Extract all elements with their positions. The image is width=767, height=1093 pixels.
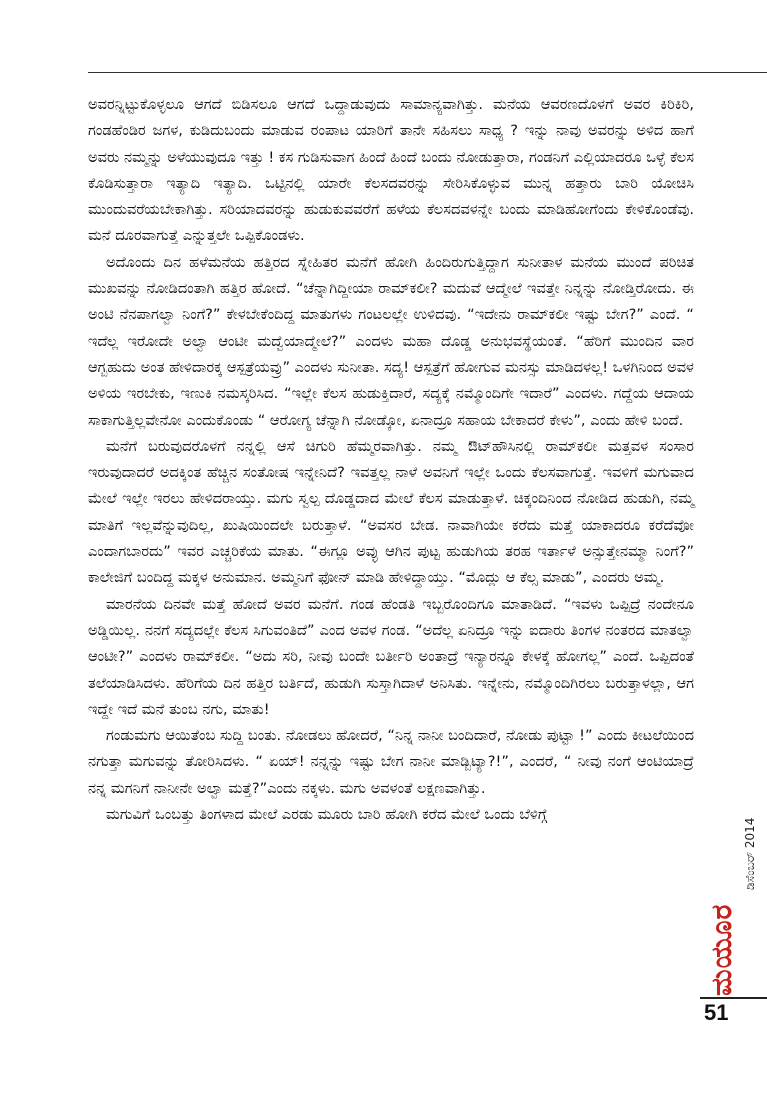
article-body <box>88 92 694 828</box>
issue-date: ಡಿಸೆಂಬರ್ 2014 <box>743 817 757 890</box>
paragraph: ಮಾರನೆಯ ದಿನವೇ ಮತ್ತೆ ಹೋದೆ ಅವರ ಮನೆಗೆ. ಗಂಡ ಹೆಂಡತಿ ಇಬ್ಬರೊಂದಿಗೂ ಮಾತಾಡಿದೆ. “ಇವಳು ಒಪ್ಪಿದ್ರೆ ನಂದೇನೂ ಅಡ್ಡಿಯಿಲ್ಲ. ನನಗೆ ಸದ್ಯದಲ್ಲೇ ಕೆಲಸ ಸಿಗುವಂತಿದೆ” ಎಂದ ಅವಳ ಗಂಡ. “ಅದೆಲ್ಲ ಏನಿದ್ರೂ ಇನ್ನು ಐದಾರು ತಿಂಗಳ ನಂತರದ ಮಾತಲ್ವಾ ಆಂಟೀ?” ಎಂದಳು ರಾಮ್‌ಕಲೀ. “ಅದು ಸರಿ, ನೀವು ಬಂದೇ ಬರ್ತೀರಿ ಅಂತಾದ್ರೆ ಇನ್ಯಾರನ್ನೂ ಕೇಳಕ್ಕೆ ಹೋಗಲ್ಲ” ಎಂದೆ. ಒಪ್ಪಿದಂತೆ ತಲೆಯಾಡಿಸಿದಳು. ಹೆರಿಗೆಯ ದಿನ ಹತ್ತಿರ ಬರ್ತಿದೆ, ಹುಡುಗಿ ಸುಸ್ತಾಗಿದಾಳೆ ಅನಿಸಿತು. ಇನ್ನೇನು, ನಮ್ಮೊಂದಿಗಿರಲು ಬರುತ್ತಾಳಲ್ಲಾ, ಆಗ ಇದ್ದೇ ಇದೆ ಮನೆ ತುಂಬ ನಗು, ಮಾತು! <box>88 595 694 718</box>
paragraph: ಅವರನ್ನಿಟ್ಟುಕೊಳ್ಳಲೂ ಆಗದೆ ಬಿಡಿಸಲೂ ಆಗದೆ ಒದ್ದಾಡುವುದು ಸಾಮಾನ್ಯವಾಗಿತ್ತು. ಮನೆಯ ಆವರಣದೊಳಗೆ ಅವರ ಕಿರಿಕಿರಿ, ಗಂಡಹೆಂಡಿರ ಜಗಳ, ಕುಡಿದುಬಂದು ಮಾಡುವ ರಂಪಾಟ ಯಾರಿಗೆ ತಾನೇ ಸಹಿಸಲು ಸಾಧ್ಯ ? ಇನ್ನು ನಾವು ಅವರನ್ನು ಅಳಿದ ಹಾಗೆ ಅವರು ನಮ್ಮನ್ನು ಅಳೆಯುವುದೂ ಇತ್ತು ! ಕಸ ಗುಡಿಸುವಾಗ ಹಿಂದೆ ಹಿಂದೆ ಬಂದು ನೋಡುತ್ತಾರಾ, ಗಂಡನಿಗೆ ಎಲ್ಲಿಯಾದರೂ ಒಳ್ಳೆ ಕೆಲಸ ಕೊಡಿಸುತ್ತಾರಾ ಇತ್ಯಾದಿ ಇತ್ಯಾದಿ. ಒಟ್ಟಿನಲ್ಲಿ ಯಾರೇ ಕೆಲಸದವರನ್ನು ಸೇರಿಸಿಕೊಳ್ಳುವ ಮುನ್ನ ಹತ್ತಾರು ಬಾರಿ ಯೋಚಿಸಿ ಮುಂದುವರೆಯಬೇಕಾಗಿತ್ತು. ಸರಿಯಾದವರನ್ನು ಹುಡುಕುವವರೆಗೆ ಹಳೆಯ ಕೆಲಸದವಳನ್ನೇ ಬಂದು ಮಾಡಿಹೋಗೆಂದು ಕೇಳಿಕೊಂಡೆವು. ಮನೆ ದೂರವಾಗುತ್ತೆ ಎನ್ನುತ್ತಲೇ ಒಪ್ಪಿಕೊಂಡಳು. <box>88 96 694 245</box>
page-number-rule <box>700 997 767 999</box>
paragraph: ಮಗುವಿಗೆ ಒಂಬತ್ತು ತಿಂಗಳಾದ ಮೇಲೆ ಎರಡು ಮೂರು ಬಾರಿ ಹೋಗಿ ಕರೆದ ಮೇಲೆ ಒಂದು ಬೆಳಿಗ್ಗೆ <box>106 806 548 824</box>
page-number: 51 <box>704 1000 729 1025</box>
magazine-logo: ಮಯೂರ <box>705 903 738 997</box>
header-rule <box>88 72 767 73</box>
paragraph: ಮನೆಗೆ ಬರುವುದರೊಳಗೆ ನನ್ನಲ್ಲಿ ಆಸೆ ಚಿಗುರಿ ಹೆಮ್ಮರವಾಗಿತ್ತು. ನಮ್ಮ ಔಟ್‌ಹೌಸಿನಲ್ಲಿ ರಾಮ್‌ಕಲೀ ಮತ್ತವಳ ಸಂಸಾರ ಇರುವುದಾದರೆ ಅದಕ್ಕಿಂತ ಹೆಚ್ಚಿನ ಸಂತೋಷ ಇನ್ನೇನಿದೆ? ಇವತ್ತಲ್ಲ ನಾಳೆ ಅವನಿಗೆ ಇಲ್ಲೇ ಒಂದು ಕೆಲಸವಾಗುತ್ತೆ. ಇವಳಿಗೆ ಮಗುವಾದ ಮೇಲೆ ಇಲ್ಲೇ ಇರಲು ಹೇಳಿದರಾಯ್ತು. ಮಗು ಸ್ವಲ್ಪ ದೊಡ್ಡದಾದ ಮೇಲೆ ಕೆಲಸ ಮಾಡುತ್ತಾಳೆ. ಚಿಕ್ಕಂದಿನಿಂದ ನೋಡಿದ ಹುಡುಗಿ, ನಮ್ಮ ಮಾತಿಗೆ ಇಲ್ಲವೆನ್ನುವುದಿಲ್ಲ, ಖುಷಿಯಿಂದಲೇ ಬರುತ್ತಾಳೆ. “ಅವಸರ ಬೇಡ. ನಾವಾಗಿಯೇ ಕರೆದು ಮತ್ತೆ ಯಾಕಾದರೂ ಕರೆದೆವೋ ಎಂದಾಗಬಾರದು” ಇವರ ಎಚ್ಚರಿಕೆಯ ಮಾತು. “ಈಗ್ಲೂ ಅವ್ಳು ಆಗಿನ ಪುಟ್ಟ ಹುಡುಗಿಯ ತರಹ ಇರ್ತಾಳೆ ಅನ್ಸುತ್ತೇನಮ್ಮಾ ನಿಂಗೆ?” ಕಾಲೇಜಿಗೆ ಬಂದಿದ್ದ ಮಕ್ಕಳ ಅನುಮಾನ. ಅಮ್ಮನಿಗೆ ಫೋನ್ ಮಾಡಿ ಹೇಳಿದ್ದಾಯ್ತು. “ಮೊದ್ಲು ಆ ಕೆಲ್ಸ ಮಾಡು”, ಎಂದರು ಅಮ್ಮ. <box>88 437 694 587</box>
paragraph: ಗಂಡುಮಗು ಆಯಿತೆಂಬ ಸುದ್ದಿ ಬಂತು. ನೋಡಲು ಹೋದರೆ, “ನಿನ್ನ ನಾನೀ ಬಂದಿದಾರೆ, ನೋಡು ಪುಟ್ಟಾ !” ಎಂದು ಕೀಟಲೆಯಿಂದ ನಗುತ್ತಾ ಮಗುವನ್ನು ತೋರಿಸಿದಳು. “ ಏಯ್! ನನ್ನನ್ನು ಇಷ್ಟು ಬೇಗ ನಾನೀ ಮಾಡ್ಬಿಟ್ಯಾ?!”, ಎಂದರೆ, “ ನೀವು ನಂಗೆ ಆಂಟಿಯಾದ್ರೆ ನನ್ನ ಮಗನಿಗೆ ನಾನೀನೇ ಅಲ್ವಾ ಮತ್ತೆ?”ಎಂದು ನಕ್ಕಳು. ಮಗು ಅವಳಂತೆ ಲಕ್ಷಣವಾಗಿತ್ತು. <box>88 727 694 797</box>
paragraph: ಅದೊಂದು ದಿನ ಹಳೆಮನೆಯ ಹತ್ತಿರದ ಸ್ನೇಹಿತರ ಮನೆಗೆ ಹೋಗಿ ಹಿಂದಿರುಗುತ್ತಿದ್ದಾಗ ಸುನೀತಾಳ ಮನೆಯ ಮುಂದೆ ಪರಿಚಿತ ಮುಖವನ್ನು ನೋಡಿದಂತಾಗಿ ಹತ್ತಿರ ಹೋದೆ. “ಚೆನ್ನಾಗಿದ್ದೀಯಾ ರಾಮ್‌ಕಲೀ? ಮದುವೆ ಆದ್ಮೇಲೆ ಇವತ್ತೇ ನಿನ್ನನ್ನು ನೋಡ್ತಿರೋದು. ಈ ಅಂಟಿ ನೆನಪಾಗಲ್ವಾ ನಿಂಗೆ?” ಕೇಳಬೇಕೆಂದಿದ್ದ ಮಾತುಗಳು ಗಂಟಲಲ್ಲೇ ಉಳಿದವು. “ಇದೇನು ರಾಮ್‌ಕಲೀ ಇಷ್ಟು ಬೇಗ?” ಎಂದೆ. “ ಇದೆಲ್ಲ ಇರೋದೇ ಅಲ್ವಾ ಆಂಟೀ ಮದ್ವೆಯಾದ್ಮೇಲೆ?” ಎಂದಳು ಮಹಾ ದೊಡ್ಡ ಅನುಭವಸ್ಥೆಯಂತೆ. “ಹೆರಿಗೆ ಮುಂದಿನ ವಾರ ಆಗ್ಬಹುದು ಅಂತ ಹೇಳಿದಾರಕ್ಕ ಆಸ್ಪತ್ರೆಯವ್ರು” ಎಂದಳು ಸುನೀತಾ. ಸದ್ಯ! ಆಸ್ಪತ್ರೆಗೆ ಹೋಗುವ ಮನಸ್ಸು ಮಾಡಿದಳಲ್ಲ! ಒಳಗಿನಿಂದ ಅವಳ ಅಳಿಯ ಇರಬೇಕು, ಇಣುಕಿ ನಮಸ್ಕರಿಸಿದ. “ಇಲ್ಲೇ ಕೆಲಸ ಹುಡುಕ್ತಿದಾರೆ, ಸದ್ಯಕ್ಕೆ ನಮ್ಮೊಂದಿಗೇ ಇದಾರೆ” ಎಂದಳು. ಗದ್ದೆಯ ಆದಾಯ ಸಾಕಾಗುತ್ತಿಲ್ಲವೇನೋ ಎಂದುಕೊಂಡು “ ಆರೋಗ್ಯ ಚೆನ್ನಾಗಿ ನೋಡ್ಕೋ, ಏನಾದ್ರೂ ಸಹಾಯ ಬೇಕಾದರೆ ಕೇಳು”, ಎಂದು ಹೇಳಿ ಬಂದೆ. <box>88 253 694 429</box>
